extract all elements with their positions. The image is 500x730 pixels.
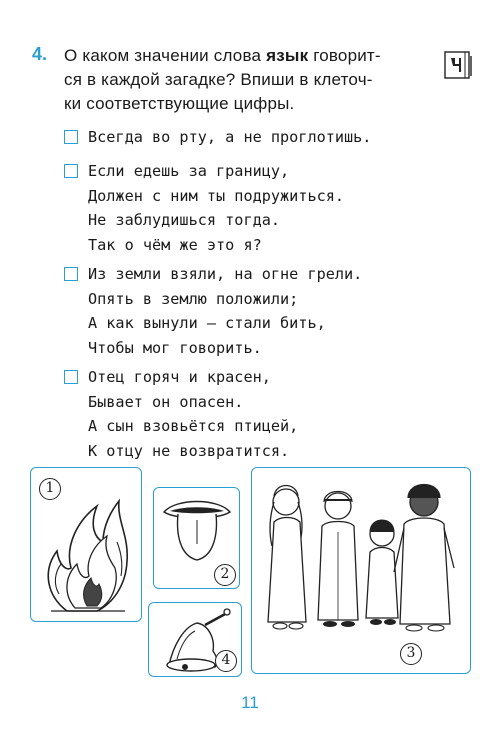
task-question bbox=[64, 44, 434, 116]
task-text-line2: ся в каждой загадке? Впиши в клеточ- bbox=[64, 70, 373, 89]
task-text-line3: ки соответствующие цифры. bbox=[64, 94, 295, 113]
page-number: 11 bbox=[241, 693, 259, 712]
task-text-line1-pre: О каком значении слова bbox=[64, 46, 267, 65]
flame-icon bbox=[37, 476, 137, 616]
riddle-line: Опять в землю положили; bbox=[88, 289, 299, 308]
riddle-3 bbox=[64, 262, 362, 360]
picture-number-1: 1 bbox=[39, 478, 61, 500]
riddle-line: А сын взовьётся птицей, bbox=[88, 417, 299, 435]
picture-number-4: 4 bbox=[215, 650, 237, 672]
riddle-line: Чтобы мог говорить. bbox=[88, 338, 262, 357]
picture-number-2: 2 bbox=[214, 564, 236, 586]
riddle-1 bbox=[64, 125, 371, 150]
riddle-line: Отец горяч и красен, bbox=[88, 368, 271, 386]
children-group-icon bbox=[258, 472, 464, 644]
task-keyword: язык bbox=[266, 46, 309, 65]
riddle-line: Если едешь за границу, bbox=[88, 162, 290, 180]
task-text-line1-post: говорит- bbox=[308, 46, 381, 65]
picture-bell bbox=[148, 602, 242, 677]
answer-box-2[interactable] bbox=[64, 164, 78, 178]
picture-fire bbox=[30, 467, 142, 622]
riddle-line: Бывает он опасен. bbox=[88, 392, 244, 411]
picture-people bbox=[251, 467, 471, 674]
tongue-icon bbox=[160, 494, 234, 566]
riddle-line: Не заблудишься тогда. bbox=[88, 211, 281, 229]
riddle-line: Так о чём же это я? bbox=[88, 235, 262, 254]
notebook-pencil-icon bbox=[443, 50, 473, 80]
picture-number-3: 3 bbox=[400, 643, 422, 665]
riddle-4 bbox=[64, 365, 298, 463]
riddle-line: К отцу не возвратится. bbox=[88, 441, 290, 460]
task-number: 4. bbox=[32, 44, 48, 64]
answer-box-1[interactable] bbox=[64, 130, 78, 144]
riddle-2 bbox=[64, 159, 344, 257]
answer-box-4[interactable] bbox=[64, 370, 78, 384]
riddle-line: Должен с ним ты подружиться. bbox=[88, 186, 345, 205]
riddle-line: Всегда во рту, а не проглотишь. bbox=[88, 128, 372, 146]
picture-tongue bbox=[153, 487, 240, 589]
answer-box-3[interactable] bbox=[64, 267, 78, 281]
riddle-line: А как вынули — стали бить, bbox=[88, 314, 326, 332]
riddle-line: Из земли взяли, на огне грели. bbox=[88, 265, 363, 283]
